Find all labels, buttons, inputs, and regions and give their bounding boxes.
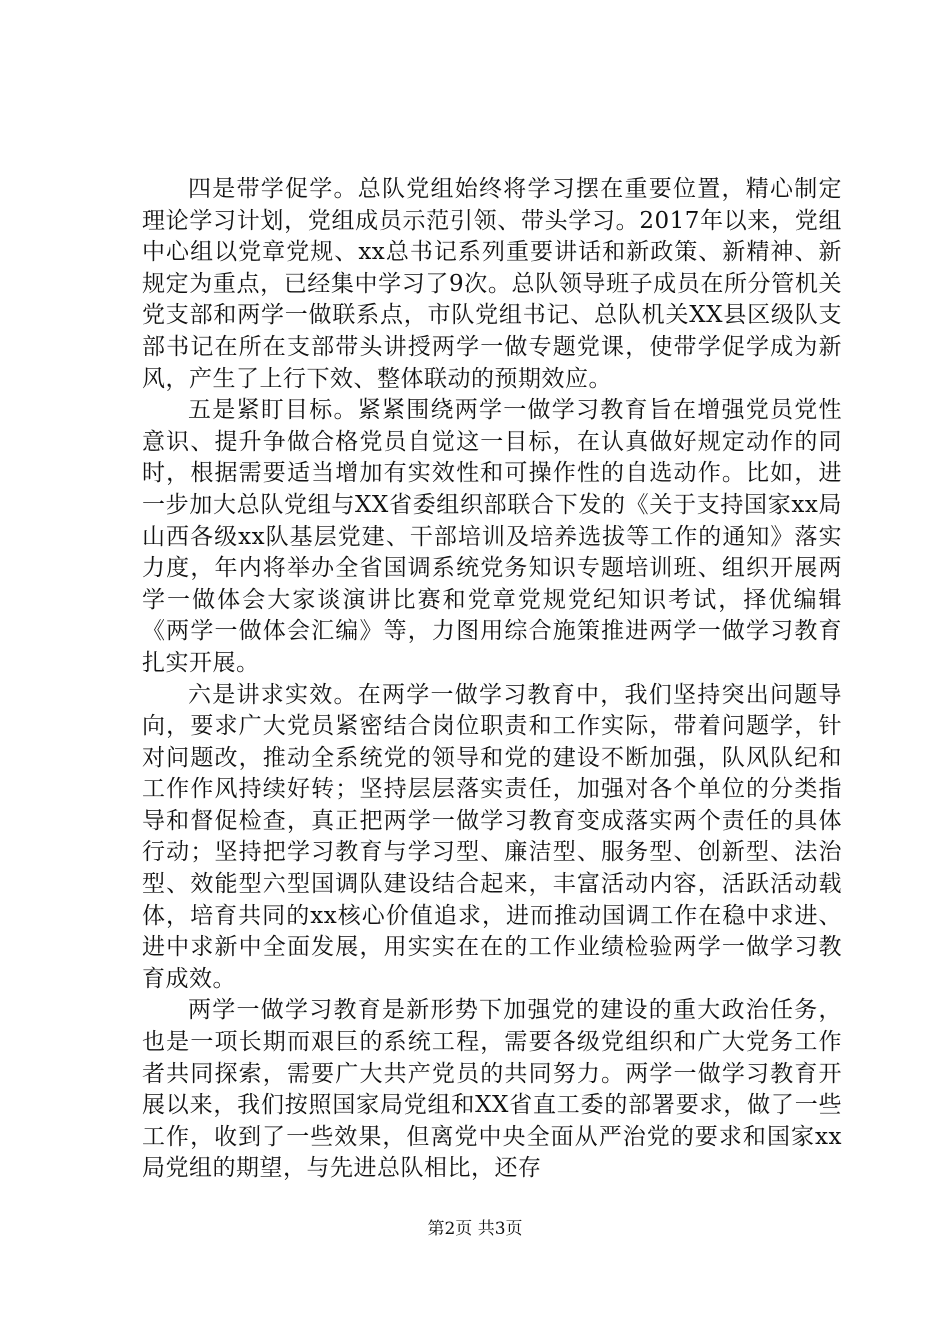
document-body — [142, 174, 842, 1185]
paragraph-sixth-point: 六是讲求实效。在两学一做学习教育中，我们坚持突出问题导向，要求广大党员紧密结合岗位职责和工作实际，带着问题学，针对问题改，推动全系统党的领导和党的建设不断加强，队风队纪和工作作风持续好转；坚持层层落实责任，加强对各个单位的分类指导和督促检查，真正把两学一做学习教育变成落实两个责任的具体行动；坚持把学习教育与学习型、廉洁型、服务型、创新型、法治型、效能型六型国调队建设结合起来，丰富活动内容，活跃活动载体，培育共同的xx核心价值追求，进而推动国调工作在稳中求进、进中求新中全面发展，用实实在在的工作业绩检验两学一做学习教育成效。 — [142, 681, 842, 992]
paragraph-fifth-point: 五是紧盯目标。紧紧围绕两学一做学习教育旨在增强党员党性意识、提升争做合格党员自觉这一目标，在认真做好规定动作的同时，根据需要适当增加有实效性和可操作性的自选动作。比如，进一步加大总队党组与XX省委组织部联合下发的《关于支持国家xx局山西各级xx队基层党建、干部培训及培养选拔等工作的通知》落实力度，年内将举办全省国调系统党务知识专题培训班、组织开展两学一做体会大家谈演讲比赛和党章党规党纪知识考试，择优编辑《两学一做体会汇编》等，力图用综合施策推进两学一做学习教育扎实开展。 — [142, 397, 842, 676]
page-footer: 第2页 共3页 — [427, 1219, 523, 1239]
paragraph-fourth-point: 四是带学促学。总队党组始终将学习摆在重要位置，精心制定理论学习计划，党组成员示范引领、带头学习。2017年以来，党组中心组以党章党规、xx总书记系列重要讲话和新政策、新精神、新规定为重点，已经集中学习了9次。总队领导班子成员在所分管机关党支部和两学一做联系点，市队党组书记、总队机关XX县区级队支部书记在所在支部带头讲授两学一做专题党课，使带学促学成为新风，产生了上行下效、整体联动的预期效应。 — [142, 176, 842, 392]
paragraph-summary: 两学一做学习教育是新形势下加强党的建设的重大政治任务，也是一项长期而艰巨的系统工程，需要各级党组织和广大党务工作者共同探索，需要广大共产党员的共同努力。两学一做学习教育开展以来，我们按照国家局党组和XX省直工委的部署要求，做了一些工作，收到了一些效果，但离党中央全面从严治党的要求和国家xx局党组的期望，与先进总队相比，还存 — [142, 997, 842, 1182]
